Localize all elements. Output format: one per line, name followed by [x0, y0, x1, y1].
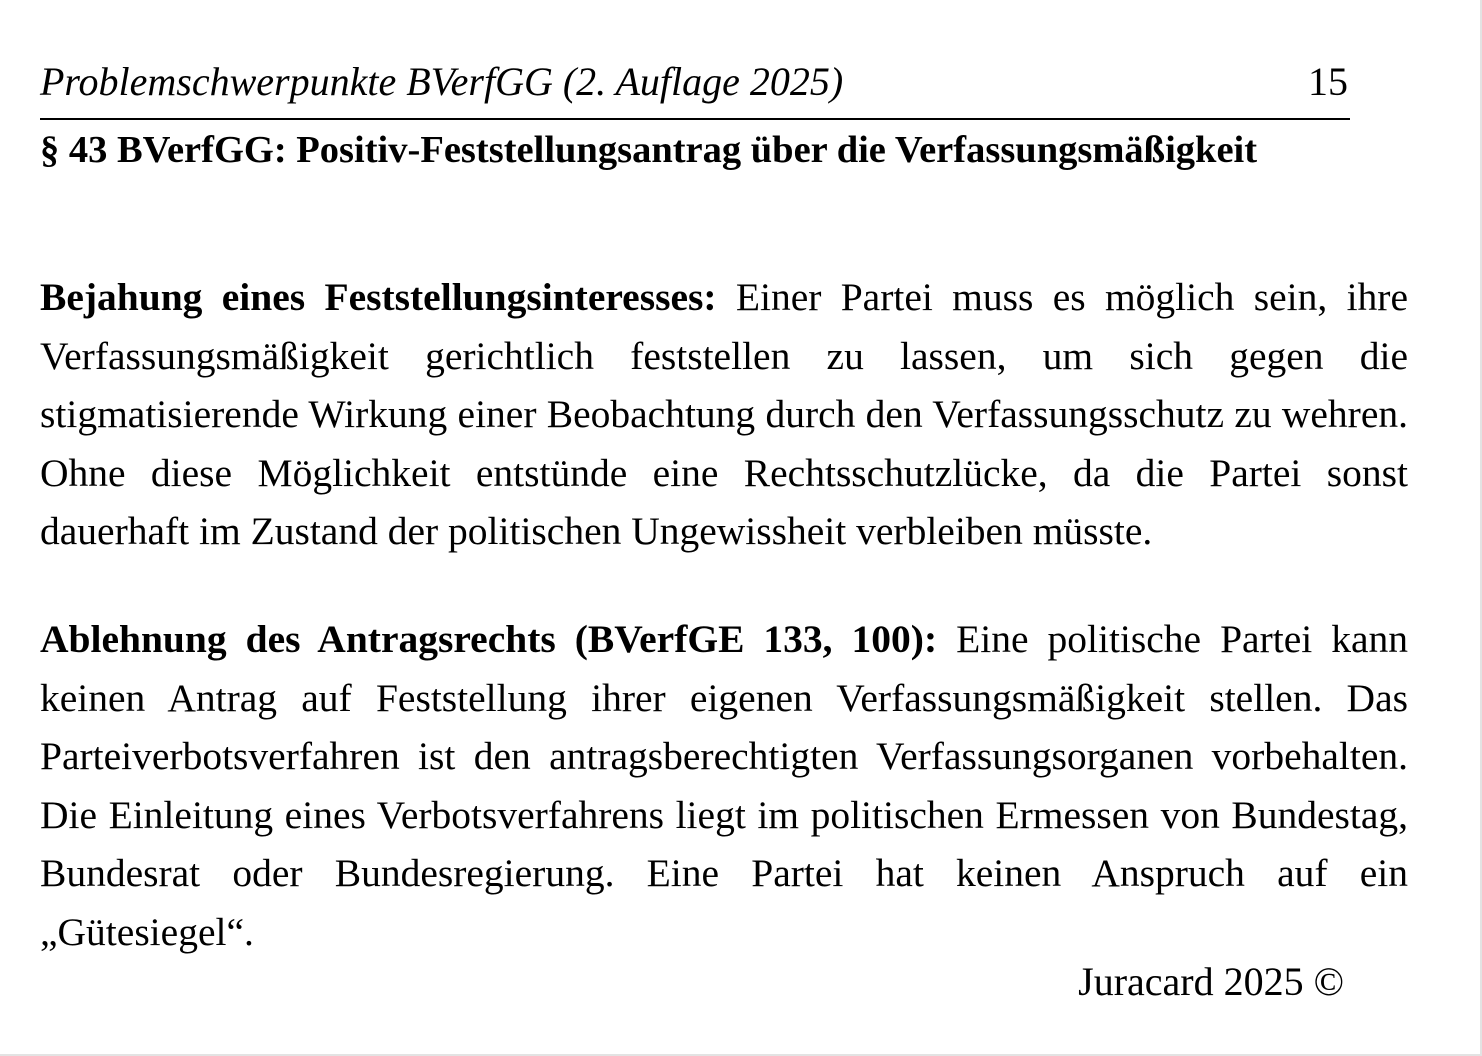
paragraph-lead: Bejahung eines Feststellungsinteresses: [40, 275, 717, 319]
paragraph-text: Einer Partei muss es möglich sein, ihre Verfassungsmäßigkeit gerichtlich feststellen zu lassen, um sich gegen die stigmatisierende Wirkung einer Beobachtung durch den Verfassungsschutz zu wehren. Ohne diese Möglichkeit entstünde eine Rechtsschutzlücke, da die Partei sonst dauerhaft im Zustand der politischen Ungewissheit verbleiben müsste. [40, 275, 1408, 553]
paragraph-lead: Ablehnung des Antragsrechts (BVerfGE 133, 100): [40, 617, 938, 661]
section-title: § 43 BVerfGG: Positiv-Feststellungsantrag über die Verfassungsmäßigkeit [40, 129, 1258, 171]
paragraph-text: Eine politische Partei kann keinen Antrag auf Feststellung ihrer eigenen Verfassungsmäßigkeit stellen. Das Parteiverbotsverfahren ist den antragsberechtigten Verfassungsorganen vorbehalten. Die Einleitung eines Verbotsverfahrens liegt im politischen Ermessen von Bundestag, Bundesrat oder Bundesregierung. Eine Partei hat keinen Anspruch auf ein „Gütesiegel“. [40, 617, 1408, 954]
paragraph-antragsrecht [40, 610, 1408, 961]
header-title: Problemschwerpunkte BVerfGG (2. Auflage 2025) [40, 59, 844, 104]
copyright-footer: Juracard 2025 © [1078, 959, 1344, 1004]
page-header [40, 56, 1350, 120]
paragraph-feststellungsinteresse [40, 268, 1408, 561]
page-number: 15 [1308, 59, 1348, 104]
